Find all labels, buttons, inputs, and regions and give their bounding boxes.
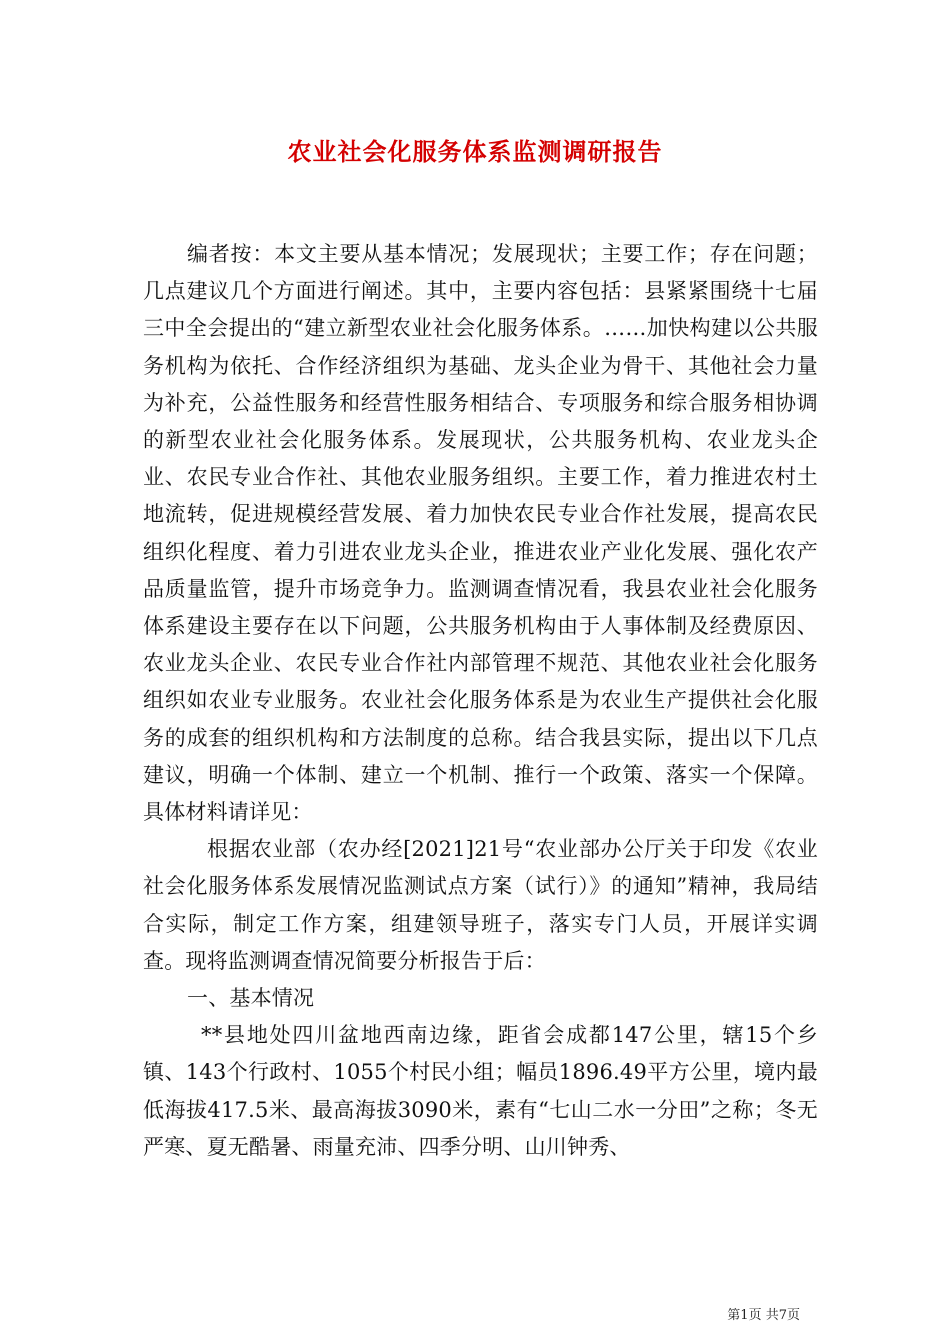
footer-suffix: 页 xyxy=(786,1308,800,1323)
page-footer xyxy=(727,1304,800,1323)
document-title: 农业社会化服务体系监测调研报告 xyxy=(287,137,663,166)
footer-middle: 页 共 xyxy=(748,1308,779,1323)
footer-current-page: 1 xyxy=(740,1308,749,1323)
county-intro-paragraph: **县地处四川盆地西南边缘，距省会成都147公里，辖15个乡镇、143个行政村、1055个村民小组；幅员1896.49平方公里，境内最低海拔417.5米、最高海拔3090米，素有“七山二水一分田”之称；冬无严寒、夏无酷暑、雨量充沛、四季分明、山川钟秀、 xyxy=(143,1023,818,1159)
section-heading-basic-situation: 一、基本情况 xyxy=(187,986,315,1011)
basis-paragraph: 根据农业部（农办经[2021]21号“农业部办公厅关于印发《农业社会化服务体系发展情况监测试点方案（试行）》的通知”精神，我局结合实际，制定工作方案，组建领导班子，落实专门人员，开展详实调查。现将监测调查情况简要分析报告于后： xyxy=(143,837,818,973)
editor-note-paragraph: 编者按：本文主要从基本情况；发展现状；主要工作；存在问题；几点建议几个方面进行阐述。其中，主要内容包括：县紧紧围绕十七届三中全会提出的“建立新型农业社会化服务体系。……加快构建以公共服务机构为依托、合作经济组织为基础、龙头企业为骨干、其他社会力量为补充，公益性服务和经营性服务相结合、专项服务和综合服务相协调的新型农业社会化服务体系。发展现状，公共服务机构、农业龙头企业、农民专业合作社、其他农业服务组织。主要工作，着力推进农村土地流转，促进规模经营发展、着力加快农民专业合作社发展，提高农民组织化程度、着力引进农业龙头企业，推进农业产业化发展、强化农产品质量监管，提升市场竞争力。监测调查情况看，我县农业社会化服务体系建设主要存在以下问题，公共服务机构由于人事体制及经费原因、农业龙头企业、农民专业合作社内部管理不规范、其他农业社会化服务组织如农业专业服务。农业社会化服务体系是为农业生产提供社会化服务的成套的组织机构和方法制度的总称。结合我县实际，提出以下几点建议，明确一个体制、建立一个机制、推行一个政策、落实一个保障。具体材料请详见： xyxy=(143,242,818,825)
document-body xyxy=(143,236,818,1166)
footer-prefix: 第 xyxy=(727,1308,741,1323)
footer-total-pages: 7 xyxy=(778,1308,787,1323)
